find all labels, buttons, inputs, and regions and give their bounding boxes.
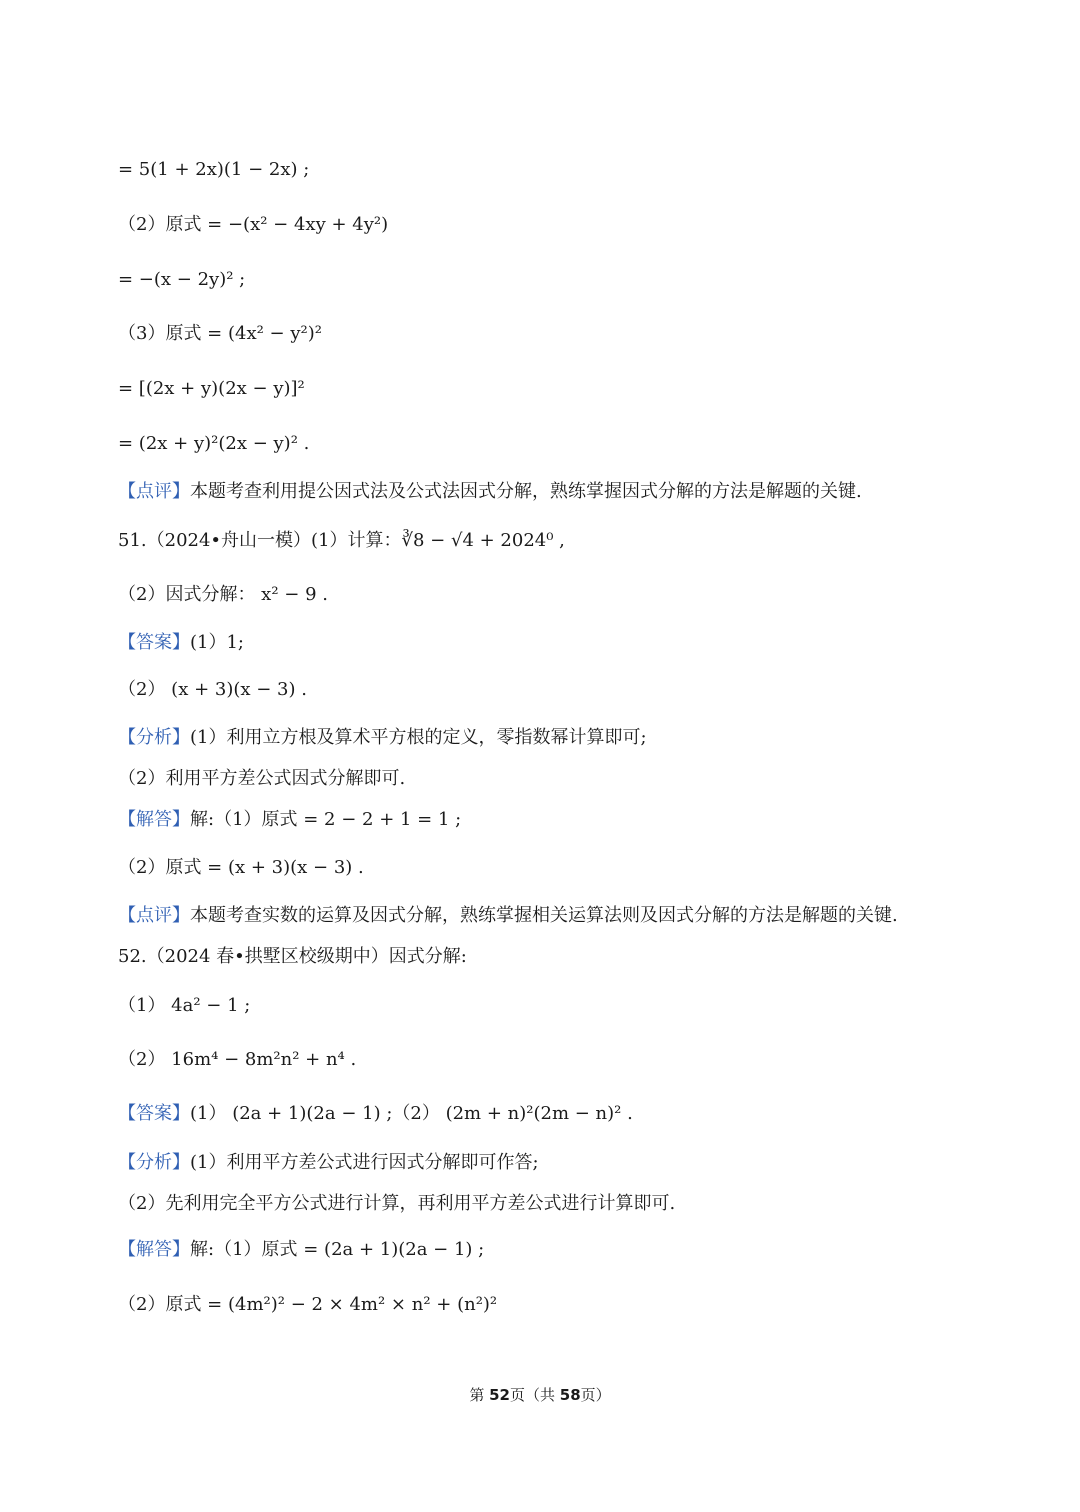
total-pages: 58 xyxy=(559,1386,581,1404)
answer-line: 【答案】(1） (2a + 1)(2a − 1) ;（2） (2m + n)²(2m − n)² . xyxy=(118,1103,633,1124)
text-line: （2）原式 = (4m²)² − 2 × 4m² × n² + (n²)² xyxy=(118,1294,498,1315)
comment-tag: 【点评】 xyxy=(118,481,190,502)
text-line: （2） (x + 3)(x − 3) . xyxy=(118,679,307,700)
analysis-line: 【分析】(1）利用平方差公式进行因式分解即可作答; xyxy=(118,1152,539,1173)
text-line: （3）原式 = (4x² − y²)² xyxy=(118,323,322,344)
text-line: = 5(1 + 2x)(1 − 2x) ; xyxy=(118,159,310,180)
comment-tag: 【点评】 xyxy=(118,905,190,926)
solution-tag: 【解答】 xyxy=(118,809,190,830)
analysis-tag: 【分析】 xyxy=(118,1152,190,1173)
text-line: = (2x + y)²(2x − y)² . xyxy=(118,433,310,454)
text-line: （2）先利用完全平方公式进行计算，再利用平方差公式进行计算即可. xyxy=(118,1193,676,1214)
text-line: = −(x − 2y)² ; xyxy=(118,269,246,290)
answer-line: 【答案】(1）1; xyxy=(118,632,244,653)
analysis-line: 【分析】(1）利用立方根及算术平方根的定义，零指数幂计算即可; xyxy=(118,727,647,748)
text-line: （2）因式分解： x² − 9 . xyxy=(118,584,328,605)
text-line: （1） 4a² − 1 ; xyxy=(118,995,251,1016)
comment-line: 【点评】本题考查利用提公因式法及公式法因式分解，熟练掌握因式分解的方法是解题的关键. xyxy=(118,481,862,502)
page-footer: 第 52页（共 58页） xyxy=(469,1386,611,1404)
text-line: （2）原式 = (x + 3)(x − 3) . xyxy=(118,857,364,878)
comment-line: 【点评】本题考查实数的运算及因式分解，熟练掌握相关运算法则及因式分解的方法是解题的关键. xyxy=(118,905,898,926)
question-title: 51.（2024•舟山一模）(1）计算：∛8 − √4 + 2024⁰ , xyxy=(118,530,565,551)
analysis-tag: 【分析】 xyxy=(118,727,190,748)
current-page: 52 xyxy=(489,1386,510,1404)
text-line: = [(2x + y)(2x − y)]² xyxy=(118,378,305,399)
text-line: （2） 16m⁴ − 8m²n² + n⁴ . xyxy=(118,1049,357,1070)
question-title: 52.（2024 春•拱墅区校级期中）因式分解: xyxy=(118,946,467,967)
text-line: （2）原式 = −(x² − 4xy + 4y²) xyxy=(118,214,389,235)
solution-line: 【解答】解:（1）原式 = (2a + 1)(2a − 1) ; xyxy=(118,1239,485,1260)
answer-tag: 【答案】 xyxy=(118,1103,190,1124)
solution-tag: 【解答】 xyxy=(118,1239,190,1260)
answer-tag: 【答案】 xyxy=(118,632,190,653)
solution-line: 【解答】解:（1）原式 = 2 − 2 + 1 = 1 ; xyxy=(118,809,462,830)
text-line: （2）利用平方差公式因式分解即可. xyxy=(118,768,406,789)
